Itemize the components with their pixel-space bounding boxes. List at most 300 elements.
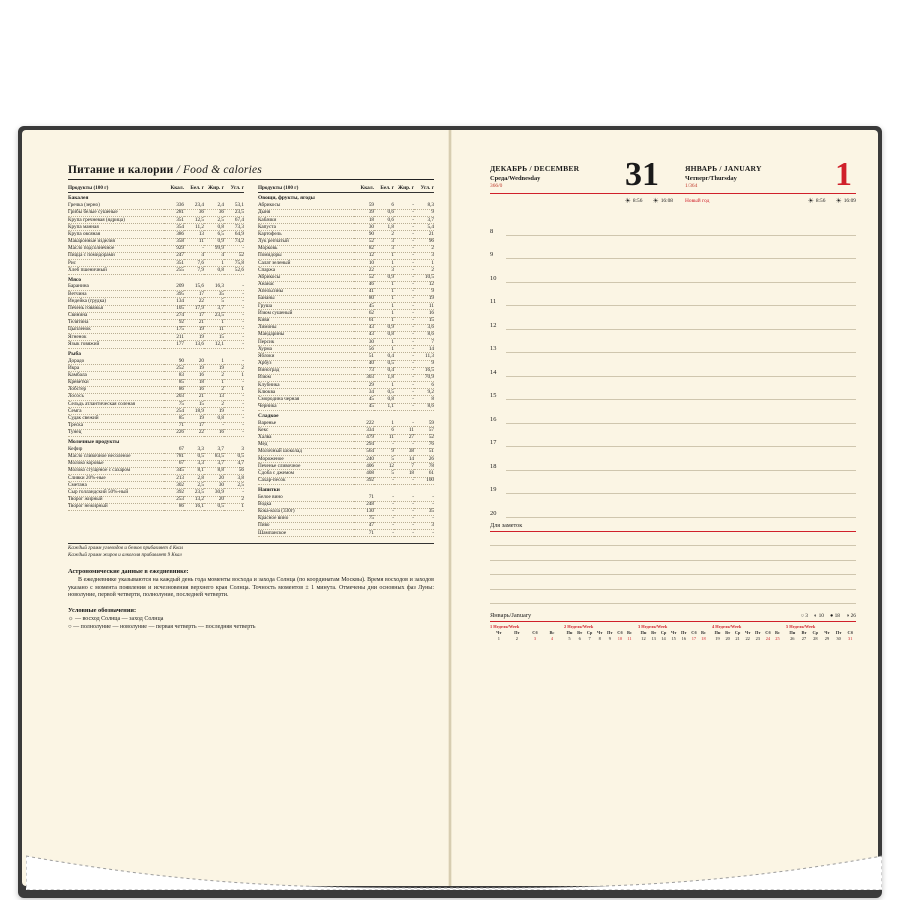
hour-label: 20	[490, 509, 497, 517]
hour-row[interactable]	[490, 283, 856, 307]
food-value: 30	[204, 482, 224, 489]
table-row	[68, 312, 244, 319]
food-name: Молоко коровье	[68, 460, 164, 467]
food-value: 16,5	[414, 367, 434, 374]
food-value: -	[224, 401, 244, 408]
table-row	[258, 238, 434, 245]
table-row	[258, 360, 434, 367]
table-row	[68, 422, 244, 429]
mini-day-cell[interactable]: 13	[651, 636, 656, 642]
note-writing-line[interactable]	[490, 546, 856, 561]
food-value: 43	[354, 331, 374, 338]
mini-day-cell[interactable]: 7	[588, 636, 591, 642]
food-name: Лимоны	[258, 324, 354, 331]
food-value: 2	[224, 365, 244, 372]
food-name: Халва	[258, 434, 354, 441]
food-value: 2,5	[184, 482, 204, 489]
col-header-carbs: Угл. г	[414, 185, 434, 193]
food-value: 52	[354, 238, 374, 245]
food-value: 75	[354, 515, 374, 522]
food-value: -	[224, 305, 244, 312]
hour-writing-line[interactable]	[506, 446, 856, 447]
food-value: 1	[414, 260, 434, 267]
mini-calendar	[490, 612, 856, 642]
food-value: -	[394, 331, 414, 338]
food-value: 13,6	[184, 341, 204, 348]
hour-label: 18	[490, 462, 497, 470]
food-value: 0,5	[374, 360, 394, 367]
food-value: 22	[184, 429, 204, 436]
food-value: 70,9	[414, 374, 434, 381]
food-value: 90	[354, 231, 374, 238]
food-value: 408	[354, 470, 374, 477]
mini-day-cell[interactable]: 21	[735, 636, 740, 642]
mini-day-cell[interactable]: 14	[661, 636, 666, 642]
table-row	[68, 475, 244, 482]
hour-row[interactable]	[490, 212, 856, 236]
table-row	[258, 382, 434, 389]
food-value: -	[394, 217, 414, 224]
sunrise-group-left	[625, 197, 643, 205]
mini-dow-cell: Вт	[651, 630, 657, 636]
food-value: 82	[354, 245, 374, 252]
food-name: Сахар-песок	[258, 477, 354, 484]
food-value: 3,3	[184, 460, 204, 467]
mini-day-row[interactable]	[786, 636, 856, 642]
table-row	[68, 482, 244, 489]
food-value: 781	[164, 453, 184, 460]
mini-day-row[interactable]	[712, 636, 782, 642]
open-planner-book	[18, 126, 882, 898]
mini-dow-cell: Сб	[691, 630, 697, 636]
table-row	[258, 389, 434, 396]
table-row	[258, 508, 434, 515]
mini-day-cell[interactable]: 4	[550, 636, 554, 642]
mini-day-cell[interactable]: 11	[627, 636, 632, 642]
table-row	[68, 467, 244, 474]
table-row	[68, 319, 244, 326]
food-value: -	[394, 403, 414, 410]
food-value: 7	[394, 463, 414, 470]
table-row	[68, 284, 244, 291]
food-group-label: Напитки	[258, 486, 280, 493]
food-name: Язык говяжий	[68, 341, 164, 348]
food-value: 0,8	[204, 267, 224, 274]
table-row	[258, 463, 434, 470]
food-value: -	[414, 515, 434, 522]
food-name: Цыпленок	[68, 327, 164, 334]
hour-writing-line[interactable]	[506, 305, 856, 306]
table-row	[258, 324, 434, 331]
food-value: 9	[414, 288, 434, 295]
hour-writing-line[interactable]	[506, 258, 856, 259]
food-value: 222	[354, 420, 374, 427]
mini-day-cell[interactable]: 30	[836, 636, 841, 642]
mini-dow-cell: Чт	[670, 630, 677, 636]
food-value: -	[184, 245, 204, 252]
food-value: 2,5	[224, 482, 244, 489]
table-row	[258, 274, 434, 281]
food-value: 53,1	[224, 203, 244, 210]
food-value: 15	[184, 401, 204, 408]
food-value: -	[394, 310, 414, 317]
note-writing-line[interactable]	[490, 561, 856, 576]
food-value: -	[394, 296, 414, 303]
hour-writing-line[interactable]	[506, 282, 856, 283]
mini-dow-cell: Ср	[734, 630, 741, 636]
hour-row[interactable]	[490, 494, 856, 518]
food-value: 20	[204, 496, 224, 503]
food-value: -	[394, 231, 414, 238]
food-value: 18,9	[184, 408, 204, 415]
food-value: 1,8	[374, 224, 394, 231]
mini-week-table	[490, 630, 560, 642]
hour-slots[interactable]	[490, 212, 856, 518]
food-value: 14	[414, 346, 434, 353]
mini-week-block[interactable]	[564, 624, 634, 642]
food-value: -	[394, 267, 414, 274]
table-row	[258, 420, 434, 427]
month-label-left: ДЕКАБРЬ / DECEMBER	[490, 164, 580, 173]
food-value: 0,8	[374, 396, 394, 403]
food-value: 23,4	[184, 203, 204, 210]
food-value: 0,9	[374, 274, 394, 281]
mini-day-cell[interactable]: 23	[755, 636, 760, 642]
food-value: -	[224, 408, 244, 415]
food-value: -	[374, 441, 394, 448]
food-value: 62	[354, 310, 374, 317]
food-value: 78	[414, 463, 434, 470]
food-value: 9	[374, 448, 394, 455]
food-value: 3	[374, 238, 394, 245]
food-name: Сельдь атлантическая соленая	[68, 401, 164, 408]
food-name: Творог жирный	[68, 496, 164, 503]
table-row	[258, 477, 434, 484]
table-row	[258, 303, 434, 310]
mini-dow-cell: Пн	[566, 630, 573, 636]
mini-day-cell[interactable]: 8	[598, 636, 601, 642]
mini-day-row[interactable]	[564, 636, 634, 642]
table-row	[258, 224, 434, 231]
hour-writing-line[interactable]	[506, 329, 856, 330]
sunset-group-left	[652, 197, 673, 205]
food-value: 2,8	[184, 475, 204, 482]
food-value: 1	[374, 281, 394, 288]
table-row	[68, 253, 244, 260]
food-value: 1	[374, 260, 394, 267]
food-value: -	[394, 253, 414, 260]
food-value: 17	[184, 291, 204, 298]
food-value: -	[224, 429, 244, 436]
table-row	[68, 245, 244, 252]
food-value: 15	[204, 334, 224, 341]
food-value: 43	[354, 324, 374, 331]
mini-week-block[interactable]	[638, 624, 708, 642]
food-value: 351	[164, 217, 184, 224]
note-writing-line[interactable]	[490, 532, 856, 547]
hour-row[interactable]	[490, 424, 856, 448]
mini-calendar-weeks[interactable]	[490, 624, 856, 642]
hour-writing-line[interactable]	[506, 470, 856, 471]
food-name: Лобстер	[68, 386, 164, 393]
food-value: -	[394, 245, 414, 252]
calorie-notes	[68, 543, 434, 559]
food-name: Киви	[258, 317, 354, 324]
food-value: -	[374, 494, 394, 501]
mini-dow-cell: Чт	[596, 630, 603, 636]
food-value: 90	[164, 358, 184, 365]
daycount-left: 366/0	[490, 183, 503, 189]
food-name: Печенье сливочное	[258, 463, 354, 470]
food-value: 13	[184, 231, 204, 238]
astronomy-paragraph: В ежедневнике указываются на каждый день года моменты восхода и захода Солнца (по координатам Москвы). Время восходов и заходов указано с момента появления и исчезновения верхнего края Солнца. Точность моментов ± 1 минута. Отмечены дни основных фаз Луны: новолуние, первой четверти, полнолуние, последней четверти.	[68, 576, 434, 599]
mini-day-cell[interactable]: 9	[608, 636, 611, 642]
food-value: 354	[164, 224, 184, 231]
food-value: 274	[164, 312, 184, 319]
food-name: Сливки 20%-ные	[68, 475, 164, 482]
table-row	[258, 317, 434, 324]
mini-day-cell[interactable]: 25	[775, 636, 780, 642]
food-name: Абрикосы	[258, 203, 354, 210]
food-value: 67	[164, 460, 184, 467]
food-value: -	[224, 415, 244, 422]
food-value: 334	[354, 427, 374, 434]
food-name: Гречка (зерно)	[68, 203, 164, 210]
mini-day-cell[interactable]: 24	[765, 636, 771, 642]
food-value: 130	[354, 508, 374, 515]
mini-week-table	[564, 630, 634, 642]
mini-day-cell[interactable]: 31	[848, 636, 853, 642]
mini-day-cell[interactable]: 12	[641, 636, 646, 642]
food-name: Морковь	[258, 245, 354, 252]
mini-week-block[interactable]	[490, 624, 560, 642]
food-value: 13,2	[184, 496, 204, 503]
table-row	[258, 331, 434, 338]
mini-week-table	[786, 630, 856, 642]
food-value: 5	[374, 470, 394, 477]
mini-day-row[interactable]	[638, 636, 708, 642]
food-value: 8,6	[414, 331, 434, 338]
food-value: 36	[204, 209, 224, 216]
food-name: Клюква	[258, 389, 354, 396]
mini-day-cell[interactable]: 10	[617, 636, 623, 642]
mini-dow-cell: Чт	[496, 630, 502, 636]
food-value: 0,6	[374, 209, 394, 216]
food-value: 11	[394, 427, 414, 434]
big-day-number-right: 1	[835, 156, 852, 193]
table-row	[68, 358, 244, 365]
hour-writing-line[interactable]	[506, 235, 856, 236]
mini-day-cell[interactable]: 29	[824, 636, 830, 642]
food-name: Кока-кола (330г)	[258, 508, 354, 515]
moon-phase-item	[846, 613, 856, 619]
hour-writing-line[interactable]	[506, 493, 856, 494]
food-value: -	[394, 389, 414, 396]
mini-day-cell[interactable]: 22	[745, 636, 750, 642]
food-name: Изюм	[258, 374, 354, 381]
table-row	[68, 298, 244, 305]
col-header-protein: Бел. г	[374, 185, 394, 193]
food-value: 4	[184, 253, 204, 260]
hour-label: 10	[490, 274, 497, 282]
table-row	[68, 327, 244, 334]
sunrise-time-left: 8:56	[632, 198, 643, 204]
food-value: 406	[354, 463, 374, 470]
hour-row[interactable]	[490, 259, 856, 283]
food-name: Семга	[68, 408, 164, 415]
hour-row[interactable]	[490, 236, 856, 260]
hour-label: 14	[490, 368, 497, 376]
food-value: 38	[394, 448, 414, 455]
food-value: 16,1	[184, 503, 204, 510]
food-value: 18	[394, 470, 414, 477]
food-group-label: Бакалея	[68, 195, 89, 202]
food-name: Яблоки	[258, 353, 354, 360]
mini-day-cell[interactable]: 19	[715, 636, 720, 642]
food-name: Крупа гречневая (ядрица)	[68, 217, 164, 224]
food-value: 336	[164, 203, 184, 210]
table-row	[258, 396, 434, 403]
sun-row-left	[490, 197, 673, 205]
hour-writing-line[interactable]	[506, 352, 856, 353]
hour-row[interactable]	[490, 377, 856, 401]
mini-day-cell[interactable]: 18	[701, 636, 706, 642]
hour-writing-line[interactable]	[506, 517, 856, 518]
food-value: 59	[354, 203, 374, 210]
food-value: 12	[374, 463, 394, 470]
food-value: 8	[414, 396, 434, 403]
food-value: 18	[184, 379, 204, 386]
mini-week-block[interactable]	[786, 624, 856, 642]
food-name: Клубника	[258, 382, 354, 389]
hour-row[interactable]	[490, 447, 856, 471]
food-value: 52	[224, 253, 244, 260]
food-value: 10	[354, 260, 374, 267]
table-row	[258, 253, 434, 260]
moon-phase-icon: ◑	[846, 612, 851, 619]
food-value: 11	[374, 434, 394, 441]
food-value: 16	[184, 372, 204, 379]
mini-day-cell[interactable]: 6	[578, 636, 581, 642]
food-value: 27	[394, 434, 414, 441]
food-name: Дыня	[258, 209, 354, 216]
food-value: -	[394, 274, 414, 281]
food-value: 6	[414, 382, 434, 389]
month-label-right: ЯНВАРЬ / JANUARY	[685, 164, 762, 173]
food-value: -	[394, 441, 414, 448]
mini-day-cell[interactable]: 20	[725, 636, 730, 642]
mini-week-block[interactable]	[712, 624, 782, 642]
food-name: Камбала	[68, 372, 164, 379]
mini-day-cell[interactable]: 2	[515, 636, 518, 642]
mini-day-cell[interactable]: 17	[691, 636, 697, 642]
food-value: 3	[374, 267, 394, 274]
food-name: Хлеб пшеничный	[68, 267, 164, 274]
sun-row-right	[685, 197, 856, 205]
mini-day-cell[interactable]: 3	[533, 636, 537, 642]
food-name: Баранина	[68, 284, 164, 291]
weekday-label-right: Четверг/Thursday	[685, 175, 737, 182]
food-name: Мороженое	[258, 456, 354, 463]
hour-row[interactable]	[490, 330, 856, 354]
table-row	[258, 353, 434, 360]
food-value: 254	[164, 408, 184, 415]
food-name: Икра	[68, 365, 164, 372]
food-name: Молочный шоколад	[258, 448, 354, 455]
food-value: 12	[354, 253, 374, 260]
food-name: Апельсины	[258, 288, 354, 295]
holiday-label: Новый год	[685, 198, 710, 204]
sunrise-icon: ☀	[624, 197, 631, 205]
table-row	[68, 408, 244, 415]
food-value: 203	[164, 393, 184, 400]
mini-day-cell[interactable]: 1	[497, 636, 500, 642]
notes-lines[interactable]	[490, 532, 856, 605]
food-value: 11	[204, 327, 224, 334]
food-name: Абрикосы	[258, 274, 354, 281]
hour-writing-line[interactable]	[506, 399, 856, 400]
food-name: Шампанское	[258, 530, 354, 537]
note-writing-line[interactable]	[490, 575, 856, 590]
mini-dow-cell: Пн	[789, 630, 796, 636]
mini-day-cell[interactable]: 16	[681, 636, 686, 642]
food-value: 1	[204, 379, 224, 386]
col-header-carbs: Угл. г	[224, 185, 244, 193]
hour-row[interactable]	[490, 306, 856, 330]
page-bottom-curve	[26, 854, 882, 890]
food-value: 8,6	[414, 403, 434, 410]
food-value: 11	[184, 238, 204, 245]
food-value: 18	[354, 217, 374, 224]
food-value: 0,5	[224, 453, 244, 460]
food-value: 67	[164, 446, 184, 453]
day-headers	[490, 156, 856, 193]
food-value: 1,1	[374, 403, 394, 410]
food-group-row	[258, 193, 434, 203]
mini-dow-cell: Вс	[775, 630, 780, 636]
mini-day-row[interactable]	[490, 636, 560, 642]
food-name: Красное вино	[258, 515, 354, 522]
food-name: Хурма	[258, 346, 354, 353]
food-value: 1	[204, 260, 224, 267]
hour-writing-line[interactable]	[506, 423, 856, 424]
food-value: 52	[354, 274, 374, 281]
mini-day-cell[interactable]: 15	[671, 636, 676, 642]
hour-row[interactable]	[490, 400, 856, 424]
moon-phase-item	[830, 613, 840, 619]
hour-row[interactable]	[490, 471, 856, 495]
food-name: Тунец	[68, 429, 164, 436]
food-value: 5,4	[414, 224, 434, 231]
mini-day-cell[interactable]: 5	[568, 636, 571, 642]
food-value: 8,3	[414, 203, 434, 210]
food-name: Кекс	[258, 427, 354, 434]
food-value: -	[394, 508, 414, 515]
mini-day-cell[interactable]: 26	[790, 636, 795, 642]
note-writing-line[interactable]	[490, 590, 856, 605]
mini-day-cell[interactable]: 28	[813, 636, 818, 642]
moon-phase-item	[814, 613, 824, 619]
food-value: -	[224, 489, 244, 496]
hour-row[interactable]	[490, 353, 856, 377]
hour-writing-line[interactable]	[506, 376, 856, 377]
food-value: 1	[374, 420, 394, 427]
food-value: 17	[184, 312, 204, 319]
food-columns	[68, 185, 434, 537]
mini-day-cell[interactable]: 27	[801, 636, 807, 642]
food-value: 3	[414, 523, 434, 530]
mini-dow-cell: Сб	[532, 630, 538, 636]
